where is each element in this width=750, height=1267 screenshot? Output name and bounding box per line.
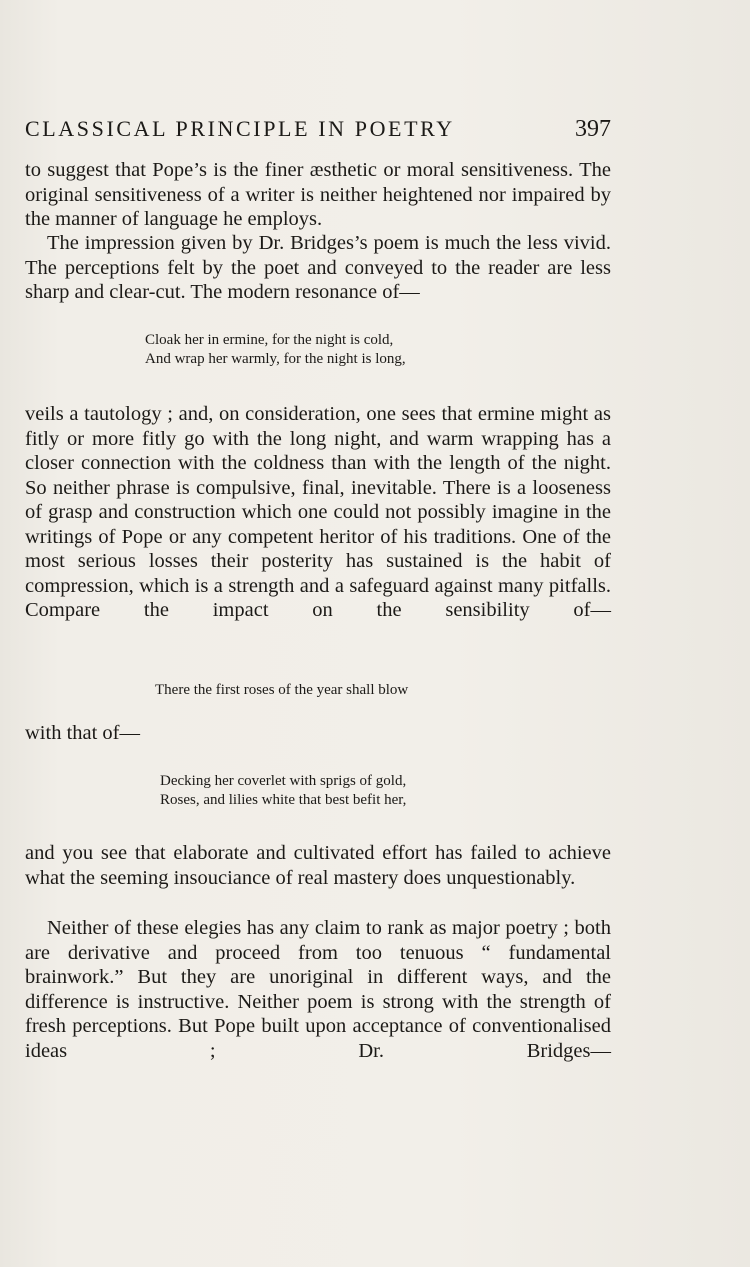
verse-quote-2 <box>155 681 408 700</box>
paragraph-3-block <box>25 402 611 623</box>
paragraph-5: and you see that elaborate and cultivated effort has failed to achieve what the seeming insouciance of real mastery does unquestionably. <box>25 842 611 889</box>
paragraph-2-block <box>25 231 611 305</box>
paragraph-4: with that of— <box>25 722 141 744</box>
paragraph-1: to suggest that Pope’s is the finer æsthetic or moral sensitiveness. The original sensitiveness of a writer is neither heightened nor impaired by the manner of language he employs. <box>25 159 611 230</box>
running-title: CLASSICAL PRINCIPLE IN POETRY <box>25 116 455 141</box>
paragraph-6-block <box>25 916 611 1063</box>
verse-line: Decking her coverlet with sprigs of gold, <box>160 773 407 789</box>
paragraph-3: veils a tautology ; and, on consideration, one sees that ermine might as fitly or more fitly go with the long night, and warm wrapping has a closer connection with the coldness than with the length of the night. So neither phrase is compulsive, final, inevitable. There is a looseness of grasp and construction which one could not possibly imagine in the writings of Pope or any competent heritor of his traditions. One of the most serious losses their posterity has sustained is the habit of compression, which is a strength and a safeguard against many pitfalls. Compare the impact on the sensibility of— <box>25 403 611 621</box>
verse-line: And wrap her warmly, for the night is long, <box>145 351 406 367</box>
verse-quote-1 <box>145 331 406 369</box>
page-header <box>25 116 611 143</box>
verse-line: Roses, and lilies white that best befit her, <box>160 792 407 808</box>
verse-line: Cloak her in ermine, for the night is cold, <box>145 332 394 348</box>
paragraph-5-block <box>25 841 611 890</box>
verse-quote-3 <box>160 772 406 810</box>
paragraph-2: The impression given by Dr. Bridges’s poem is much the less vivid. The perceptions felt by the poet and conveyed to the reader are less sharp and clear-cut. The modern resonance of— <box>25 232 611 303</box>
page-number: 397 <box>575 116 611 142</box>
verse-line: There the first roses of the year shall blow <box>155 682 409 698</box>
paragraph-4-block <box>25 721 611 746</box>
paragraph-6: Neither of these elegies has any claim to rank as major poetry ; both are derivative and proceed from too tenuous “ fundamental brainwork.” But they are unoriginal in different ways, and the difference is instructive. Neither poem is strong with the strength of fresh perceptions. But Pope built upon acceptance of conventionalised ideas ; Dr. Bridges— <box>25 917 611 1062</box>
paragraph-1-block <box>25 158 611 232</box>
